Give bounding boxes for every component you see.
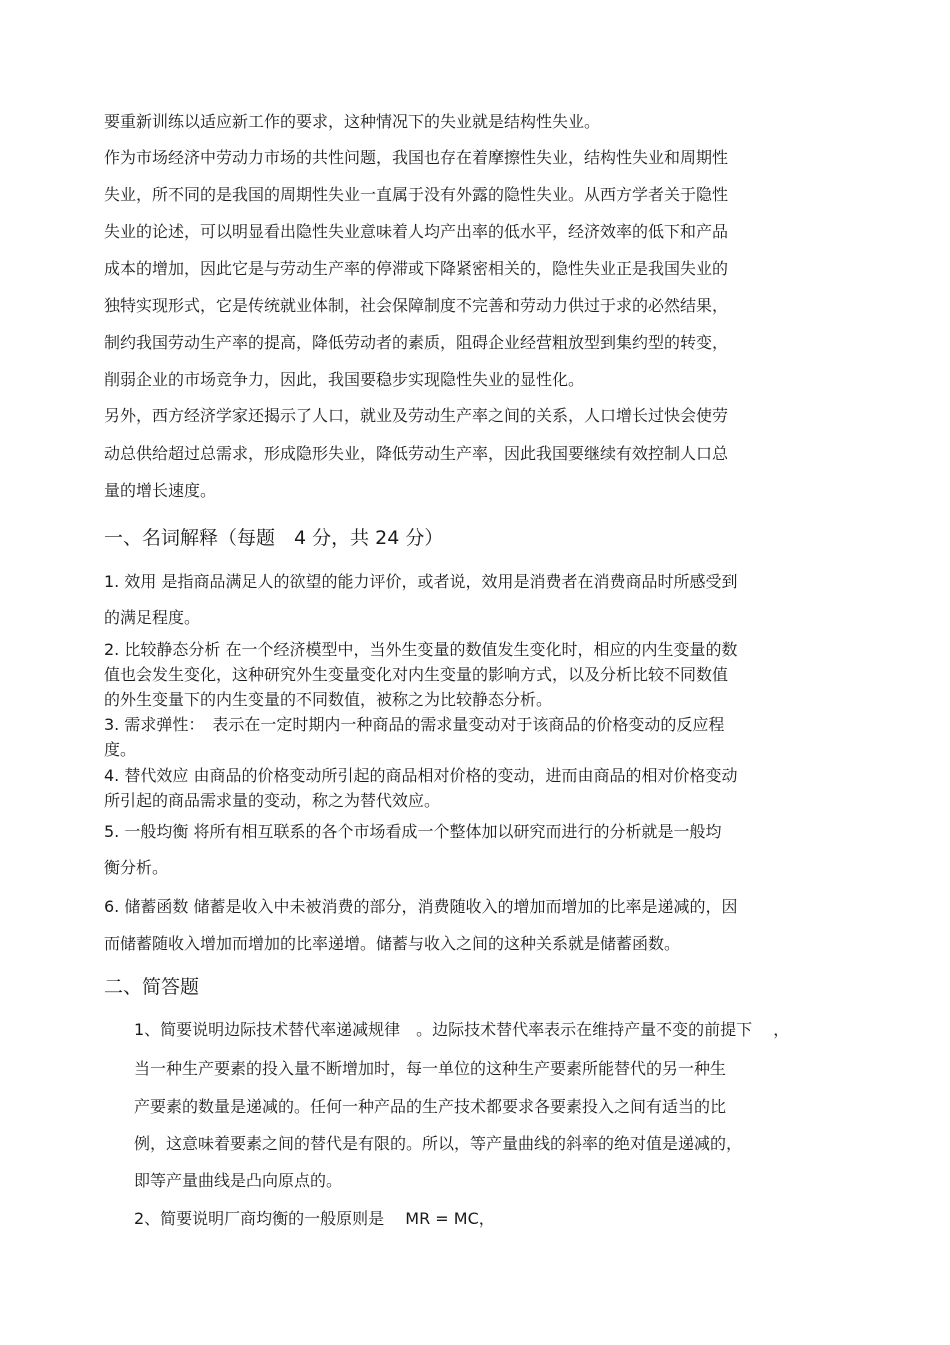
- definition-line: 1. 效用 是指商品满足人的欲望的能力评价，或者说，效用是消费者在消费商品时所感受到: [104, 572, 738, 591]
- paragraph-line: 要重新训练以适应新工作的要求，这种情况下的失业就是结构性失业。: [104, 112, 601, 131]
- definition-line: 的满足程度。: [104, 608, 201, 627]
- paragraph-line: 失业的论述，可以明显看出隐性失业意味着人均产出率的低水平，经济效率的低下和产品: [104, 222, 729, 241]
- definition-line: 衡分析。: [104, 858, 169, 877]
- answer-line: 1、简要说明边际技术替代率递减规律 。边际技术替代率表示在维持产量不变的前提下 ，: [134, 1020, 790, 1039]
- definition-line: 6. 储蓄函数 储蓄是收入中未被消费的部分，消费随收入的增加而增加的比率是递减的，因: [104, 897, 738, 916]
- definition-line: 而储蓄随收入增加而增加的比率递增。储蓄与收入之间的这种关系就是储蓄函数。: [104, 934, 681, 953]
- paragraph-line: 作为市场经济中劳动力市场的共性问题，我国也存在着摩擦性失业，结构性失业和周期性: [104, 148, 729, 167]
- paragraph-line: 动总供给超过总需求，形成隐形失业，降低劳动生产率，因此我国要继续有效控制人口总: [104, 444, 729, 463]
- definition-line: 的外生变量下的内生变量的不同数值，被称之为比较静态分析。: [104, 690, 553, 709]
- paragraph-line: 失业，所不同的是我国的周期性失业一直属于没有外露的隐性失业。从西方学者关于隐性: [104, 185, 729, 204]
- paragraph-line: 另外，西方经济学家还揭示了人口，就业及劳动生产率之间的关系，人口增长过快会使劳: [104, 406, 729, 425]
- answer-line: 例，这意味着要素之间的替代是有限的。所以，等产量曲线的斜率的绝对值是递减的，: [134, 1134, 743, 1153]
- paragraph-line: 削弱企业的市场竞争力，因此，我国要稳步实现隐性失业的显性化。: [104, 370, 585, 389]
- paragraph-line: 独特实现形式，它是传统就业体制，社会保障制度不完善和劳动力供过于求的必然结果，: [104, 296, 729, 315]
- answer-line: 2、简要说明厂商均衡的一般原则是 MR = MC，: [134, 1209, 495, 1228]
- definition-line: 3. 需求弹性： 表示在一定时期内一种商品的需求量变动对于该商品的价格变动的反应程: [104, 715, 725, 734]
- definition-line: 所引起的商品需求量的变动，称之为替代效应。: [104, 791, 441, 810]
- answer-line: 即等产量曲线是凸向原点的。: [134, 1171, 343, 1190]
- definition-line: 5. 一般均衡 将所有相互联系的各个市场看成一个整体加以研究而进行的分析就是一般均: [104, 822, 722, 841]
- definition-line: 值也会发生变化，这种研究外生变量变化对内生变量的影响方式，以及分析比较不同数值: [104, 665, 729, 684]
- definition-line: 2. 比较静态分析 在一个经济模型中，当外生变量的数值发生变化时，相应的内生变量的数: [104, 640, 738, 659]
- definition-line: 度。: [104, 740, 137, 759]
- paragraph-line: 成本的增加，因此它是与劳动生产率的停滞或下降紧密相关的，隐性失业正是我国失业的: [104, 259, 729, 278]
- section-heading: 一、名词解释（每题 4 分，共 24 分）: [104, 527, 444, 549]
- answer-line: 产要素的数量是递减的。任何一种产品的生产技术都要求各要素投入之间有适当的比: [134, 1097, 727, 1116]
- definition-line: 4. 替代效应 由商品的价格变动所引起的商品相对价格的变动，进而由商品的相对价格变动: [104, 766, 738, 785]
- paragraph-line: 制约我国劳动生产率的提高，降低劳动者的素质，阻碍企业经营粗放型到集约型的转变，: [104, 333, 729, 352]
- paragraph-line: 量的增长速度。: [104, 481, 217, 500]
- answer-line: 当一种生产要素的投入量不断增加时，每一单位的这种生产要素所能替代的另一种生: [134, 1059, 727, 1078]
- section-heading: 二、简答题: [104, 976, 200, 998]
